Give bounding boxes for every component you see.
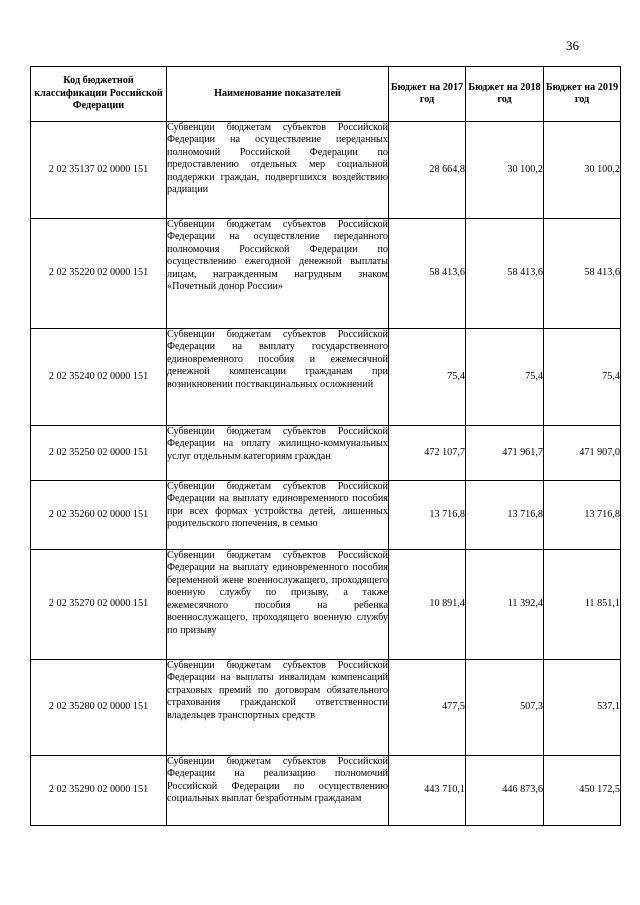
table-row [31,329,621,426]
table-row [31,550,621,660]
budget-2017-cell: 58 413,6 [389,219,466,329]
indicator-name-cell: Субвенции бюджетам субъектов Российской Федерации на реализацию полномочий Российской Федерации по осуществлению социальных выплат безработным гражданам [167,756,389,826]
budget-2018-cell: 58 413,6 [466,219,544,329]
budget-2017-cell: 477,5 [389,660,466,756]
table-row [31,481,621,550]
budget-2018-cell: 446 873,6 [466,756,544,826]
budget-2019-cell: 58 413,6 [544,219,621,329]
table-row [31,122,621,219]
indicator-name-cell: Субвенции бюджетам субъектов Российской Федерации на выплату единовременного пособия беременной жене военнослужащего, проходящего военную службу по призыву, а также ежемесячного пособия на ребенка военнослужащего, проходящего военную службу по призыву [167,550,389,660]
table-row [31,660,621,756]
budget-2017-cell: 10 891,4 [389,550,466,660]
table-row [31,426,621,481]
header-budget-2018: Бюджет на 2018 год [466,67,544,122]
indicator-name-cell: Субвенции бюджетам субъектов Российской Федерации на выплату единовременного пособия при всех формах устройства детей, лишенных родительского попечения, в семью [167,481,389,550]
indicator-name-cell: Субвенции бюджетам субъектов Российской Федерации на оплату жилищно-коммунальных услуг отдельным категориям граждан [167,426,389,481]
budget-code-cell: 2 02 35260 02 0000 151 [31,481,167,550]
budget-2017-cell: 443 710,1 [389,756,466,826]
budget-table [30,66,621,826]
budget-2019-cell: 11 851,1 [544,550,621,660]
budget-2018-cell: 507,3 [466,660,544,756]
budget-2017-cell: 75,4 [389,329,466,426]
budget-code-cell: 2 02 35280 02 0000 151 [31,660,167,756]
indicator-name-cell: Субвенции бюджетам субъектов Российской Федерации на осуществление переданных полномочий Российской Федерации по предоставлению отдельных мер социальной поддержки граждан, подвергшихся воздействию радиации [167,122,389,219]
budget-code-cell: 2 02 35250 02 0000 151 [31,426,167,481]
budget-2017-cell: 472 107,7 [389,426,466,481]
budget-2019-cell: 30 100,2 [544,122,621,219]
header-code: Код бюджетной классификации Российской Федерации [31,67,167,122]
budget-2017-cell: 13 716,8 [389,481,466,550]
budget-2019-cell: 13 716,8 [544,481,621,550]
budget-code-cell: 2 02 35290 02 0000 151 [31,756,167,826]
budget-code-cell: 2 02 35270 02 0000 151 [31,550,167,660]
page-number: 36 [566,38,579,53]
budget-2018-cell: 75,4 [466,329,544,426]
budget-2018-cell: 30 100,2 [466,122,544,219]
budget-2018-cell: 11 392,4 [466,550,544,660]
indicator-name-cell: Субвенции бюджетам субъектов Российской Федерации на выплаты инвалидам компенсаций страховых премий по договорам обязательного страхования гражданской ответственности владельцев транспортных средств [167,660,389,756]
budget-code-cell: 2 02 35240 02 0000 151 [31,329,167,426]
table-row [31,219,621,329]
budget-2018-cell: 13 716,8 [466,481,544,550]
table-row [31,756,621,826]
budget-code-cell: 2 02 35137 02 0000 151 [31,122,167,219]
budget-2019-cell: 537,1 [544,660,621,756]
budget-2017-cell: 28 664,8 [389,122,466,219]
header-name: Наименование показателей [167,67,389,122]
indicator-name-cell: Субвенции бюджетам субъектов Российской Федерации на выплату государственного единовременного пособия и ежемесячной денежной компенсации гражданам при возникновении поствакцинальных осложнений [167,329,389,426]
budget-2019-cell: 471 907,0 [544,426,621,481]
budget-2019-cell: 450 172,5 [544,756,621,826]
header-budget-2019: Бюджет на 2019 год [544,67,621,122]
budget-code-cell: 2 02 35220 02 0000 151 [31,219,167,329]
indicator-name-cell: Субвенции бюджетам субъектов Российской Федерации на осуществление переданного полномочия Российской Федерации по осуществлению ежегодной денежной выплаты лицам, награжденным нагрудным знаком «Почетный донор России» [167,219,389,329]
budget-2019-cell: 75,4 [544,329,621,426]
header-budget-2017: Бюджет на 2017 год [389,67,466,122]
table-header-row [31,67,621,122]
budget-2018-cell: 471 961,7 [466,426,544,481]
